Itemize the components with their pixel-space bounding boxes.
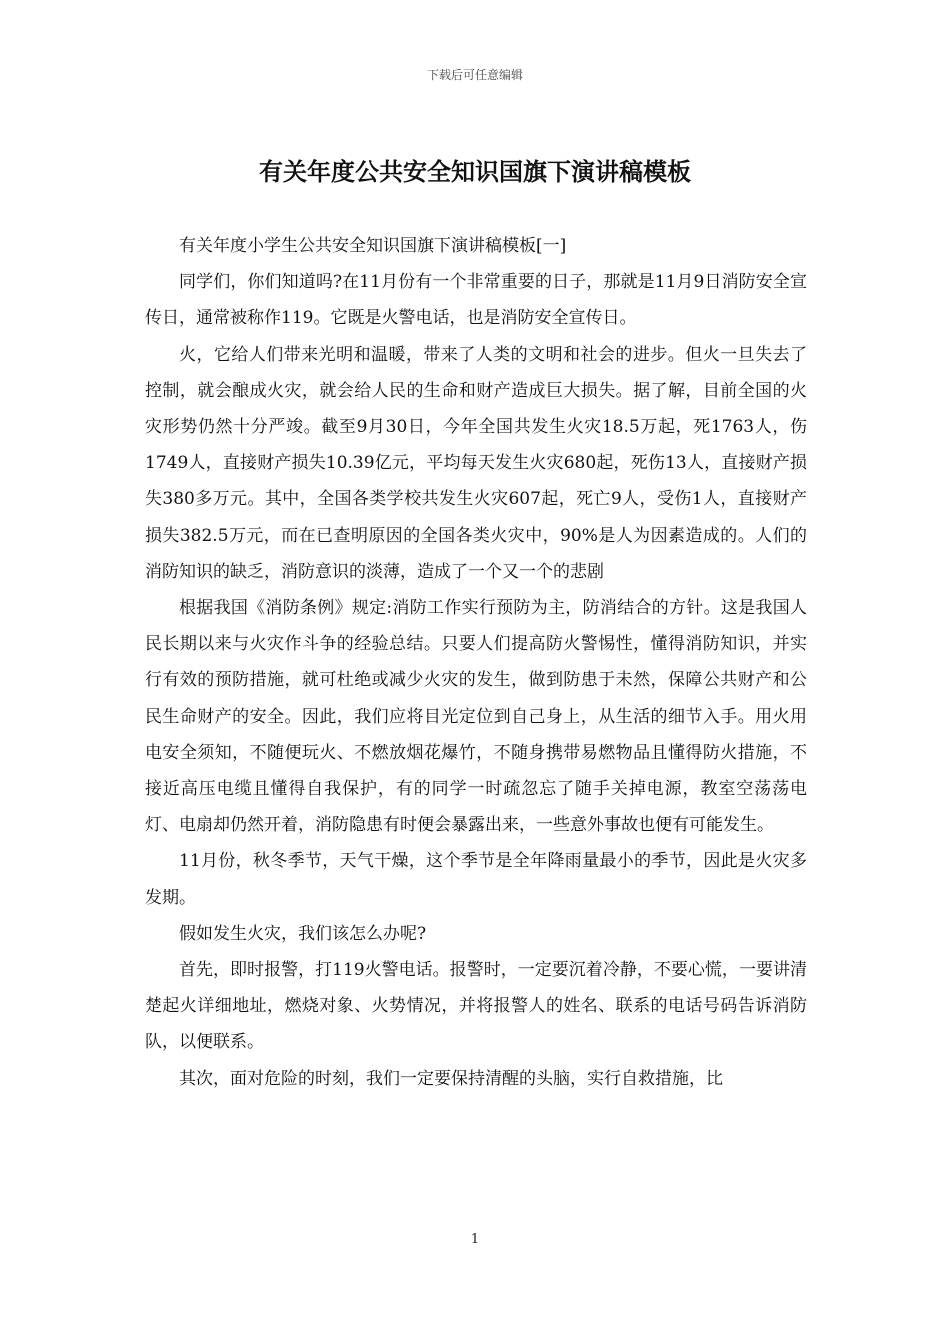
paragraph: 火，它给人们带来光明和温暖，带来了人类的文明和社会的进步。但火一旦失去了控制，就会酿成火灾，就会给人民的生命和财产造成巨大损失。据了解，目前全国的火灾形势仍然十分严竣。截至9月30日，今年全国共发生火灾18.5万起，死1763人，伤1749人，直接财产损失10.39亿元，平均每天发生火灾680起，死伤13人，直接财产损失380多万元。其中，全国各类学校共发生火灾607起，死亡9人，受伤1人，直接财产损失382.5万元，而在已查明原因的全国各类火灾中，90%是人为因素造成的。人们的消防知识的缺乏，消防意识的淡薄，造成了一个又一个的悲剧 <box>145 344 807 582</box>
paragraph-subtitle: 有关年度小学生公共安全知识国旗下演讲稿模板[一] <box>179 236 567 256</box>
page-number: 1 <box>470 1232 480 1247</box>
header-note: 下载后可任意编辑 <box>426 68 523 82</box>
document-body <box>145 228 807 1097</box>
paragraph: 同学们，你们知道吗?在11月份有一个非常重要的日子，那就是11月9日消防安全宣传日，通常被称作119。它既是火警电话，也是消防安全宣传日。 <box>145 272 807 329</box>
paragraph: 根据我国《消防条例》规定:消防工作实行预防为主，防消结合的方针。这是我国人民长期以来与火灾作斗争的经验总结。只要人们提高防火警惕性，懂得消防知识，并实行有效的预防措施，就可杜绝或减少火灾的发生，做到防患于未然，保障公共财产和公民生命财产的安全。因此，我们应将目光定位到自己身上，从生活的细节入手。用火用电安全须知，不随便玩火、不燃放烟花爆竹，不随身携带易燃物品且懂得防火措施，不接近高压电缆且懂得自我保护，有的同学一时疏忽忘了随手关掉电源，教室空荡荡电灯、电扇却仍然开着，消防隐患有时便会暴露出来，一些意外事故也便有可能发生。 <box>145 598 807 836</box>
paragraph: 首先，即时报警，打119火警电话。报警时，一定要沉着冷静，不要心慌，一要讲清楚起火详细地址，燃烧对象、火势情况，并将报警人的姓名、联系的电话号码告诉消防队，以便联系。 <box>145 960 807 1053</box>
paragraph: 11月份，秋冬季节，天气干燥，这个季节是全年降雨量最小的季节，因此是火灾多发期。 <box>145 851 807 908</box>
paragraph: 其次，面对危险的时刻，我们一定要保持清醒的头脑，实行自救措施，比 <box>179 1068 723 1089</box>
paragraph: 假如发生火灾，我们该怎么办呢? <box>179 923 427 944</box>
document-title: 有关年度公共安全知识国旗下演讲稿模板 <box>259 158 691 186</box>
